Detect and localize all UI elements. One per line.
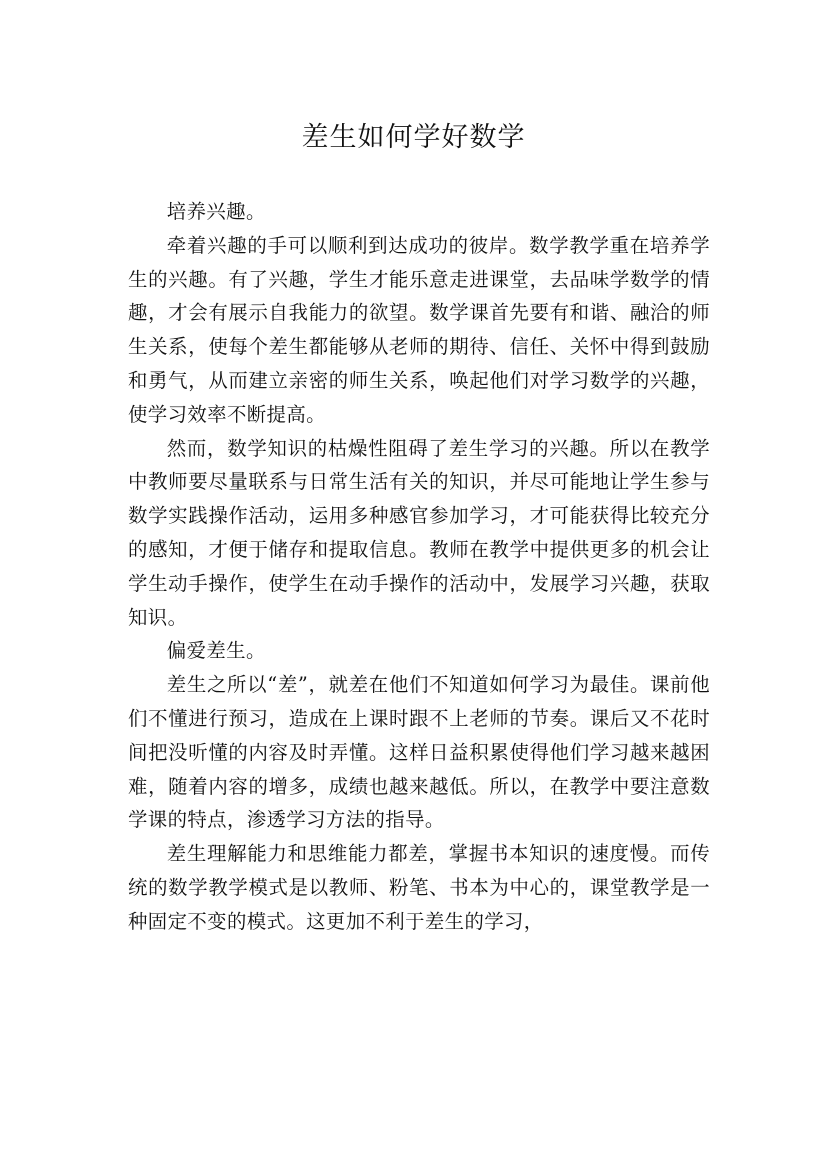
paragraph: 差生之所以“差”，就差在他们不知道如何学习为最佳。课前他们不懂进行预习，造成在上课时跟不上老师的节奏。课后又不花时间把没听懂的内容及时弄懂。这样日益积累使得他们学习越来越困难，随着内容的增多，成绩也越来越低。所以，在教学中要注意数学课的特点，渗透学习方法的指导。 <box>128 673 710 832</box>
paragraph: 偏爱差生。 <box>166 639 266 663</box>
paragraph: 牵着兴趣的手可以顺利到达成功的彼岸。数学教学重在培养学生的兴趣。有了兴趣，学生才能乐意走进课堂，去品味学数学的情趣，才会有展示自我能力的欲望。数学课首先要有和谐、融洽的师生关系，使每个差生都能够从老师的期待、信任、关怀中得到鼓励和勇气，从而建立亲密的师生关系，唤起他们对学习数学的兴趣，使学习效率不断提高。 <box>128 233 710 426</box>
document-body <box>128 195 710 939</box>
document-title: 差生如何学好数学 <box>301 122 526 154</box>
paragraph: 培养兴趣。 <box>166 200 266 223</box>
paragraph: 差生理解能力和思维能力都差，掌握书本知识的速度慢。而传统的数学教学模式是以教师、粉笔、书本为中心的，课堂教学是一种固定不变的模式。这更加不利于差生的学习， <box>128 842 710 933</box>
paragraph: 然而，数学知识的枯燥性阻碍了差生学习的兴趣。所以在教学中教师要尽量联系与日常生活有关的知识，并尽可能地让学生参与数学实践操作活动，运用多种感官参加学习，才可能获得比较充分的感知，才便于储存和提取信息。教师在教学中提供更多的机会让学生动手操作，使学生在动手操作的活动中，发展学习兴趣，获取知识。 <box>128 436 710 629</box>
